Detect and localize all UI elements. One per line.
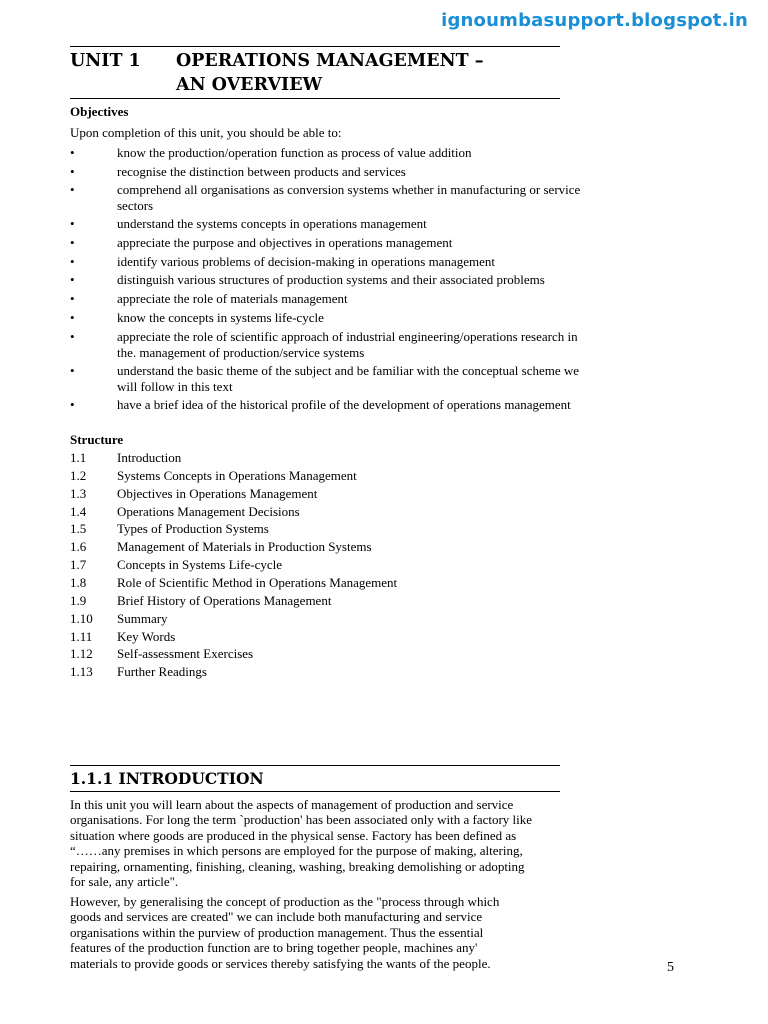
structure-heading: Structure (70, 432, 124, 447)
structure-item-number: 1.12 (70, 646, 93, 662)
bullet-icon: • (70, 329, 75, 344)
structure-item-number: 1.8 (70, 574, 87, 590)
bullet-icon: • (70, 164, 75, 179)
bullet-icon: • (70, 254, 75, 269)
paragraph-line: situation where goods are produced in the physical sense. Factory has been defined as (70, 827, 517, 843)
paragraph-line: organisations. For long the term `production' has been associated only with a factory like (70, 812, 533, 828)
structure-item-title: Role of Scientific Method in Operations Management (117, 574, 398, 590)
page-number: 5 (667, 960, 674, 975)
structure-item-number: 1.7 (70, 557, 87, 573)
structure-item-number: 1.11 (70, 628, 93, 644)
structure-item-title: Operations Management Decisions (117, 503, 300, 519)
paragraph-line: In this unit you will learn about the aspects of management of production and service (70, 797, 514, 812)
introduction-paragraph-2 (70, 894, 590, 971)
title-rule (70, 98, 560, 99)
structure-item-title: Introduction (117, 450, 182, 465)
structure-item-title: Systems Concepts in Operations Management (117, 467, 357, 483)
objectives-heading: Objectives (70, 104, 129, 119)
structure-item-number: 1.5 (70, 521, 87, 537)
bullet-icon: • (70, 272, 75, 287)
objective-text: appreciate the role of scientific approach of industrial engineering/operations research in the. management of production/service systems (117, 329, 578, 360)
paragraph-line: for sale, any article". (70, 874, 179, 890)
structure-item-title: Brief History of Operations Management (117, 592, 332, 608)
unit-title-line2: AN OVERVIEW (176, 75, 323, 95)
paragraph-line: materials to provide goods or services thereby satisfying the wants of the people. (70, 955, 491, 971)
structure-item-title: Types of Production Systems (117, 521, 269, 537)
watermark-url: ignoumbasupport.blogspot.in (441, 10, 748, 31)
structure-item-title: Concepts in Systems Life-cycle (117, 557, 282, 573)
structure-item-number: 1.6 (70, 539, 87, 555)
objective-text: understand the systems concepts in operations management (117, 216, 427, 231)
introduction-paragraph-1 (70, 797, 590, 889)
objective-text: distinguish various structures of production systems and their associated problems (117, 272, 545, 287)
bullet-icon: • (70, 291, 75, 306)
objective-text: identify various problems of decision-making in operations management (117, 254, 495, 269)
objective-text: have a brief idea of the historical profile of the development of operations management (117, 397, 571, 412)
paragraph-line: features of the production function are to bring together people, machines any' (70, 940, 478, 956)
intro-bottom-rule (70, 791, 560, 792)
objective-text: understand the basic theme of the subject and be familiar with the conceptual scheme we will follow in this text (117, 363, 580, 394)
objective-text: appreciate the purpose and objectives in operations management (117, 235, 453, 250)
structure-item-number: 1.1 (70, 450, 87, 465)
structure-item-title: Summary (117, 610, 168, 626)
bullet-icon: • (70, 216, 75, 231)
structure-item-title: Key Words (117, 628, 176, 644)
objectives-intro: Upon completion of this unit, you should be able to: (70, 125, 342, 140)
objective-text: know the concepts in systems life-cycle (117, 310, 324, 325)
paragraph-line: repairing, ornamenting, finishing, cleaning, washing, breaking demolishing or adopting (70, 858, 525, 874)
objective-text: comprehend all organisations as conversion systems whether in manufacturing or service sectors (117, 182, 581, 213)
paragraph-line: “……any premises in which persons are employed for the purpose of making, altering, (70, 843, 523, 859)
introduction-heading: 1.1.1 INTRODUCTION (70, 769, 264, 788)
unit-number: UNIT 1 (70, 51, 141, 71)
bullet-icon: • (70, 235, 75, 250)
structure-item-number: 1.13 (70, 664, 93, 680)
bullet-icon: • (70, 397, 75, 412)
structure-item-number: 1.2 (70, 467, 87, 483)
structure-item-number: 1.10 (70, 610, 93, 626)
unit-title-line1: OPERATIONS MANAGEMENT – (176, 51, 484, 71)
paragraph-line: However, by generalising the concept of production as the "process through which (70, 894, 500, 909)
objective-text: recognise the distinction between products and services (117, 164, 406, 179)
structure-item-number: 1.4 (70, 503, 87, 519)
structure-item-title: Further Readings (117, 664, 207, 680)
bullet-icon: • (70, 363, 75, 378)
objective-text: know the production/operation function as process of value addition (117, 145, 472, 160)
bullet-icon: • (70, 182, 75, 197)
structure-item-number: 1.9 (70, 592, 87, 608)
intro-top-rule (70, 765, 560, 766)
structure-item-title: Objectives in Operations Management (117, 485, 318, 501)
structure-item-title: Management of Materials in Production Systems (117, 539, 372, 555)
top-rule (70, 46, 560, 47)
bullet-icon: • (70, 145, 75, 160)
structure-item-title: Self-assessment Exercises (117, 646, 254, 662)
paragraph-line: goods and services are created" we can include both manufacturing and service (70, 909, 483, 925)
bullet-icon: • (70, 310, 75, 325)
paragraph-line: organisations within the purview of production management. Thus the essential (70, 924, 484, 940)
structure-item-number: 1.3 (70, 485, 87, 501)
objective-text: appreciate the role of materials management (117, 291, 348, 306)
